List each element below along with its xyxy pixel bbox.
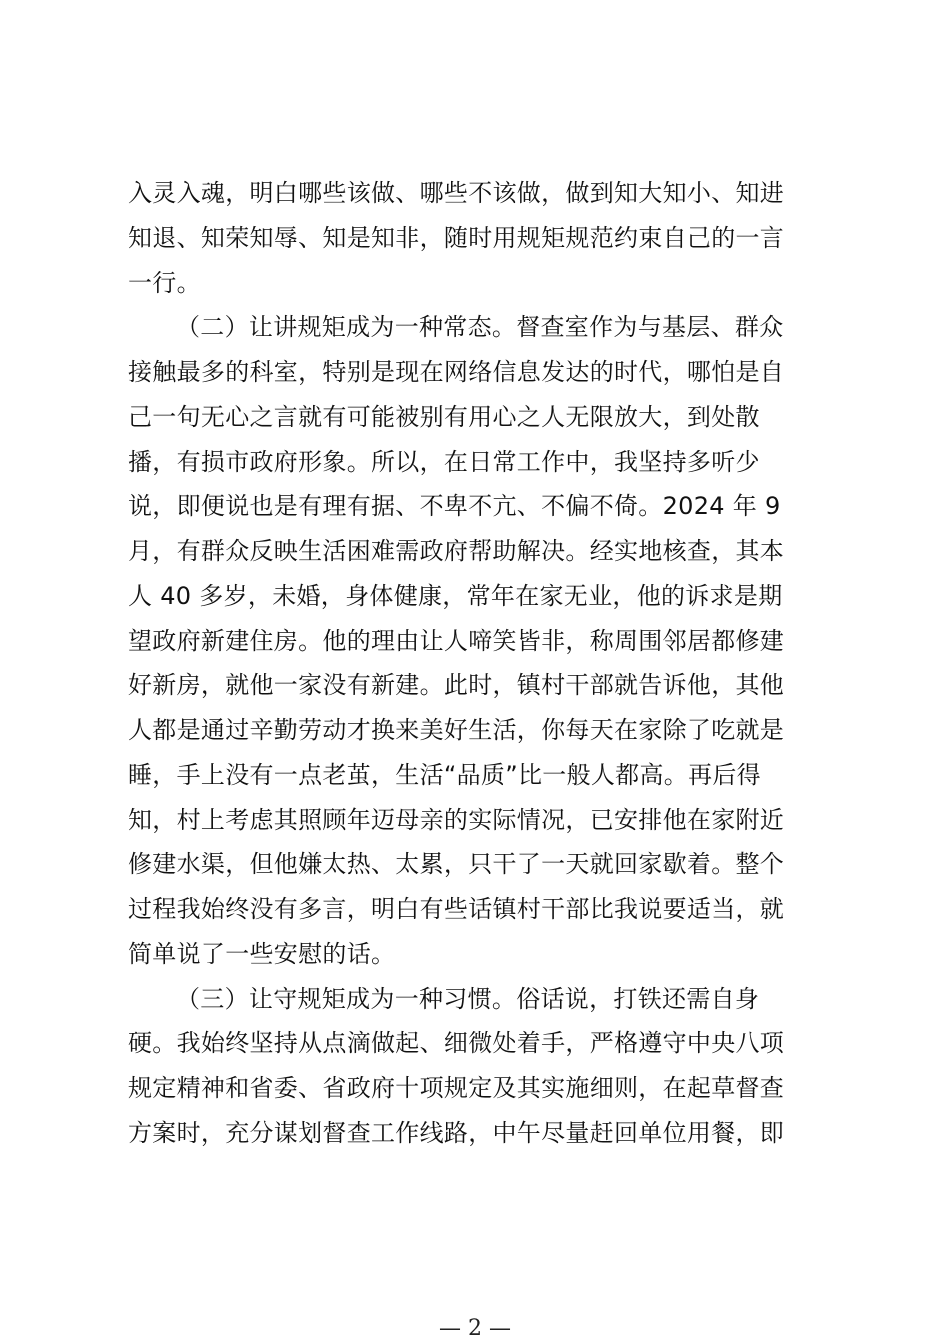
text-line: 人 40 多岁，未婚，身体健康，常年在家无业，他的诉求是期 [128,581,783,610]
text-line: 接触最多的科室，特别是现在网络信息发达的时代，哪怕是自 [128,358,785,386]
text-line: 知退、知荣知辱、知是知非，随时用规矩规范约束自己的一言 [128,223,785,252]
text-line: 睡，手上没有一点老茧，生活“品质”比一般人都高。再后得 [128,760,761,789]
section-heading-line: （二）让讲规矩成为一种常态。督查室作为与基层、群众 [176,313,784,342]
text-line: 入灵入魂，明白哪些该做、哪些不该做，做到知大知小、知进 [128,179,785,207]
text-line: 知，村上考虑其照顾年迈母亲的实际情况，已安排他在家附近 [128,805,785,834]
text-line: 己一句无心之言就有可能被别有用心之人无限放大，到处散 [128,402,760,431]
text-line: 简单说了一些安慰的话。 [128,939,396,968]
text-line: 好新房，就他一家没有新建。此时，镇村干部就告诉他，其他 [128,671,785,700]
text-line: 硬。我始终坚持从点滴做起、细微处着手，严格遵守中央八项 [128,1029,785,1058]
text-line: 说，即便说也是有理有据、不卑不亢、不偏不倚。2024 年 9 [128,492,781,521]
text-line: 方案时，充分谋划督查工作线路，中午尽量赶回单位用餐，即 [128,1118,785,1147]
text-line: 一行。 [128,268,201,297]
text-line: 人都是通过辛勤劳动才换来美好生活，你每天在家除了吃就是 [128,716,785,744]
text-line: 修建水渠，但他嫌太热、太累，只干了一天就回家歇着。整个 [128,850,785,879]
text-line: 规定精神和省委、省政府十项规定及其实施细则，在起草督查 [128,1074,785,1102]
section-heading-line: （三）让守规矩成为一种习惯。俗话说，打铁还需自身 [176,984,760,1013]
text-line: 望政府新建住房。他的理由让人啼笑皆非，称周围邻居都修建 [128,626,785,655]
page-number: — 2 — [439,1316,511,1341]
text-line: 月，有群众反映生活困难需政府帮助解决。经实地核查，其本 [128,537,785,565]
document-body [128,171,828,1156]
text-line: 播，有损市政府形象。所以，在日常工作中，我坚持多听少 [128,447,760,476]
text-line: 过程我始终没有多言，明白有些话镇村干部比我说要适当，就 [128,895,785,923]
